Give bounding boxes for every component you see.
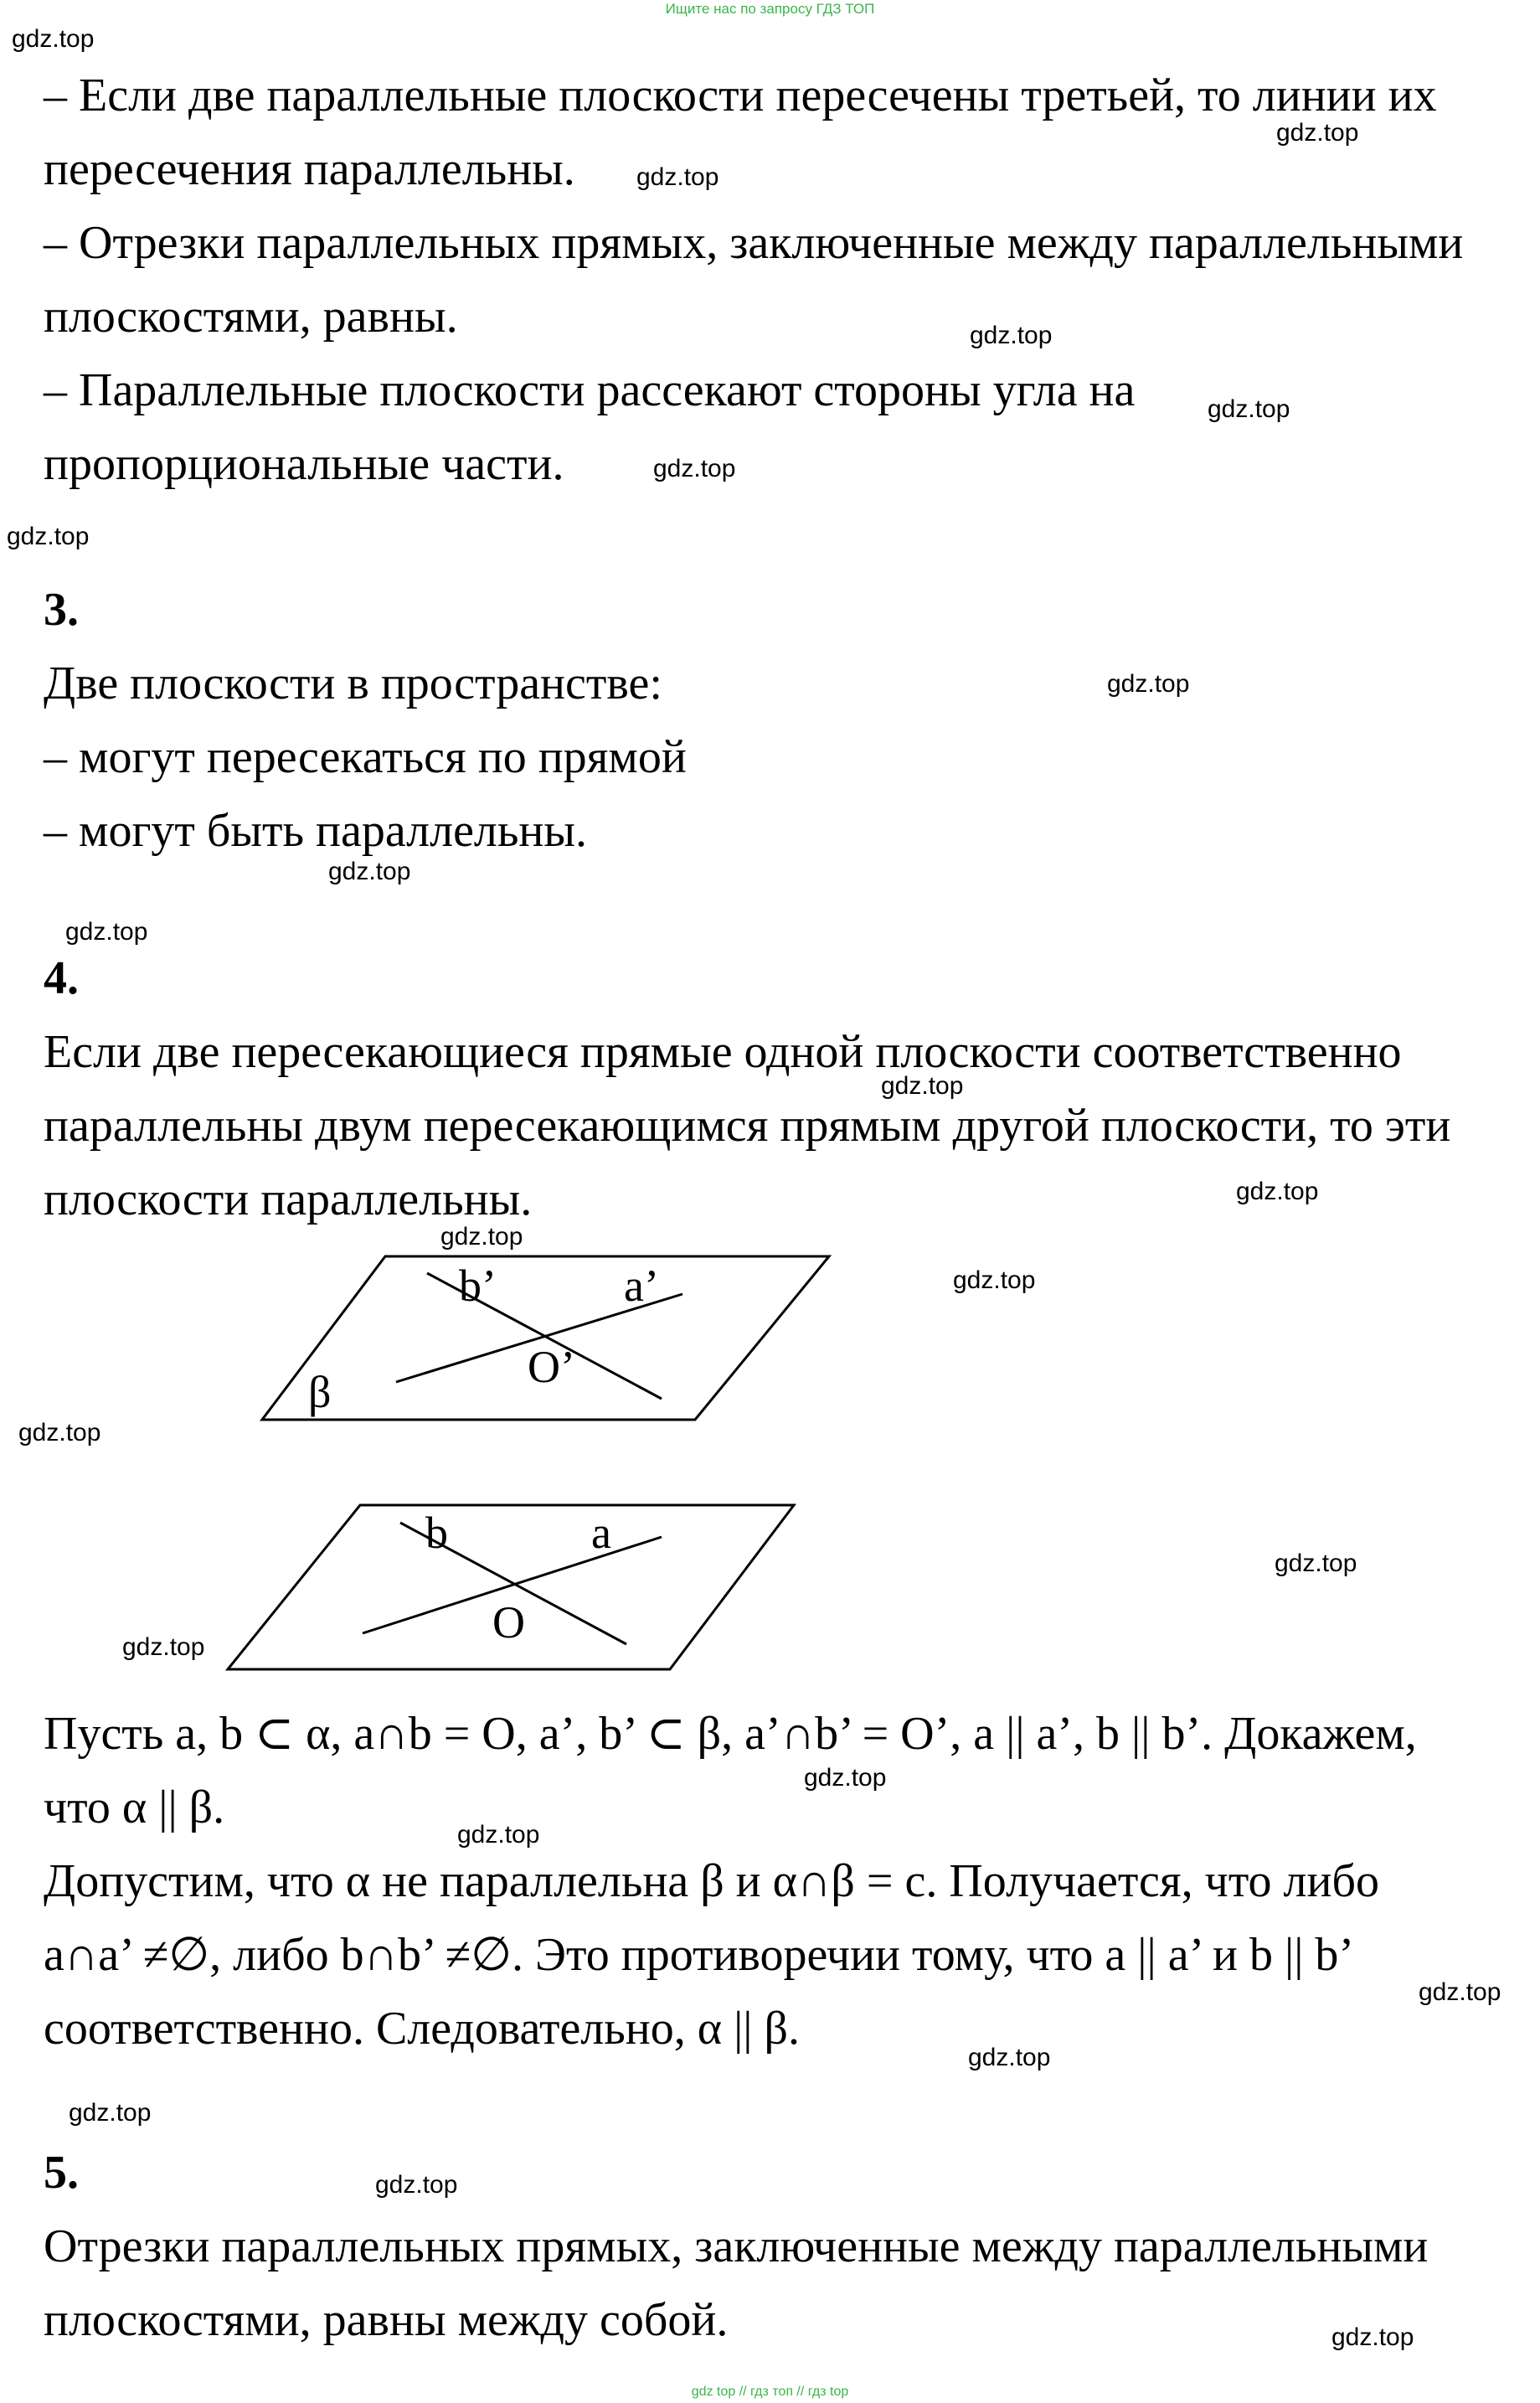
watermark: gdz.top [1275, 1550, 1357, 1577]
text-line: плоскостями, равны между собой. [44, 2294, 729, 2346]
watermark: gdz.top [1419, 1978, 1501, 2006]
text-line: – Параллельные плоскости рассекают стороны угла на [44, 364, 1136, 416]
label-o: O [492, 1597, 525, 1648]
text-line: Отрезки параллельных прямых, заключенные между параллельными [44, 2220, 1429, 2272]
label-b: b [425, 1508, 448, 1558]
watermark: gdz.top [18, 1419, 101, 1446]
watermark: gdz.top [1107, 670, 1190, 698]
text-line: – могут быть параллельны. [44, 805, 588, 857]
watermark: gdz.top [122, 1633, 205, 1661]
watermark: gdz.top [968, 2044, 1051, 2071]
text-line: – Отрезки параллельных прямых, заключенные между параллельными [44, 217, 1464, 269]
label-a-prime: a’ [624, 1261, 659, 1311]
watermark: gdz.top [65, 918, 148, 946]
label-beta: β [308, 1367, 332, 1417]
watermark: gdz.top [953, 1266, 1036, 1294]
watermark: gdz.top [1331, 2323, 1414, 2351]
text-line: – могут пересекаться по прямой [44, 731, 687, 783]
watermark: gdz.top [457, 1821, 540, 1849]
text-line: параллельны двум пересекающимся прямым другой плоскости, то эти [44, 1100, 1451, 1152]
text-line: Допустим, что α не параллельна β и α∩β = c. Получается, что либо [44, 1855, 1379, 1907]
section-number: 4. [44, 952, 79, 1004]
watermark: gdz.top [881, 1072, 964, 1100]
label-a: a [591, 1508, 611, 1558]
text-line: плоскостями, равны. [44, 291, 458, 343]
watermark: gdz.top [636, 163, 719, 191]
top-banner[interactable]: Ищите нас по запросу ГДЗ ТОП [665, 1, 875, 17]
text-line: соответственно. Следовательно, α || β. [44, 2003, 800, 2055]
watermark: gdz.top [69, 2099, 152, 2127]
watermark: gdz.top [375, 2171, 458, 2199]
watermark: gdz.top [653, 455, 736, 482]
text-line: – Если две параллельные плоскости пересечены третьей, то линии их [44, 70, 1437, 121]
watermark: gdz.top [804, 1764, 887, 1792]
watermark: gdz.top [970, 322, 1053, 349]
text-line: пересечения параллельны. [44, 143, 575, 195]
watermark: gdz.top [1276, 119, 1359, 147]
watermark: gdz.top [328, 858, 411, 885]
footer-links[interactable]: gdz top // гдз топ // гдз top [691, 2385, 849, 2399]
section-number: 3. [44, 584, 79, 636]
text-line: что α || β. [44, 1782, 225, 1833]
text-line: Две плоскости в пространстве: [44, 657, 662, 709]
watermark: gdz.top [1208, 395, 1290, 423]
section-number: 5. [44, 2147, 79, 2199]
watermark: gdz.top [440, 1223, 523, 1250]
text-line: Пусть a, b ⊂ α, a∩b = O, a’, b’ ⊂ β, a’∩b’ = O’, a || a’, b || b’. Докажем, [44, 1708, 1417, 1760]
text-line: плоскости параллельны. [44, 1173, 533, 1225]
text-line: пропорциональные части. [44, 438, 564, 490]
label-o-prime: O’ [528, 1342, 575, 1392]
watermark: gdz.top [1236, 1178, 1319, 1205]
watermark: gdz.top [7, 523, 90, 550]
text-line: a∩a’ ≠∅, либо b∩b’ ≠∅. Это противоречии тому, что a || a’ и b || b’ [44, 1929, 1355, 1981]
watermark: gdz.top [12, 25, 95, 53]
label-b-prime: b’ [459, 1261, 497, 1311]
text-line: Если две пересекающиеся прямые одной плоскости соответственно [44, 1026, 1402, 1078]
